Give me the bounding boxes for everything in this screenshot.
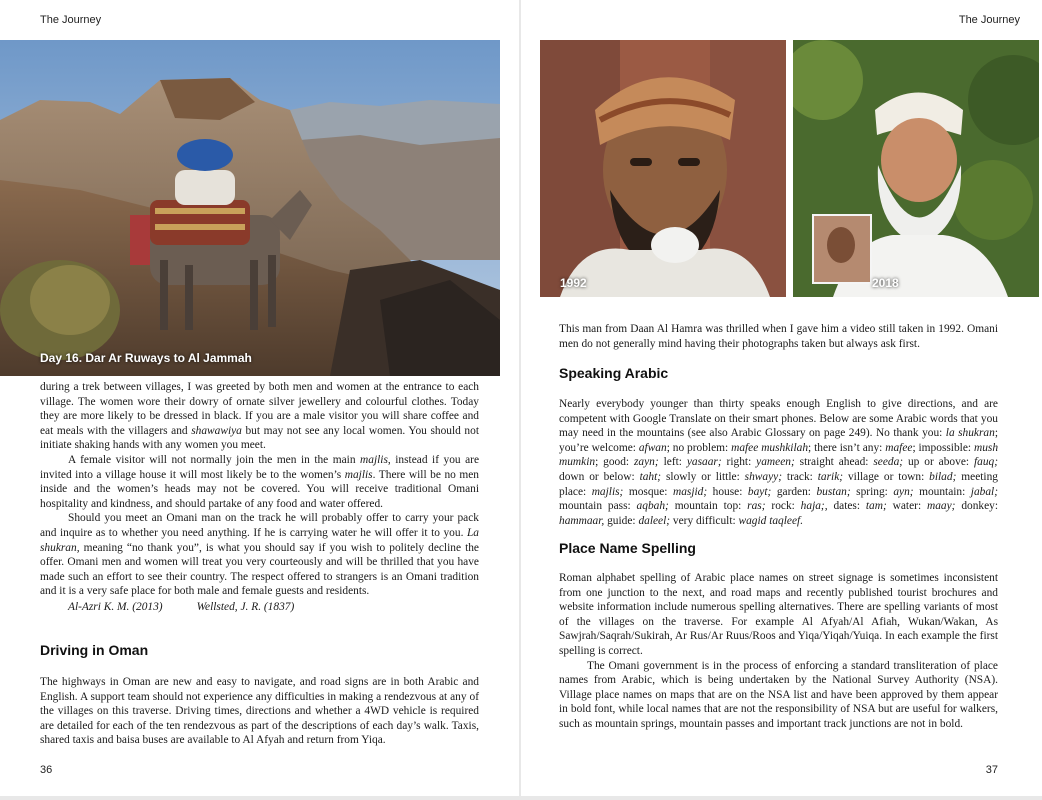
text-run: right: xyxy=(721,456,757,469)
italic-term: seeda; xyxy=(873,456,904,469)
italic-term: ras; xyxy=(747,500,766,513)
text-run: spring: xyxy=(850,485,894,498)
text-run: mosque: xyxy=(623,485,673,498)
italic-term: aqbah; xyxy=(636,500,669,513)
italic-term: majlis xyxy=(360,453,388,466)
text-run: The highways in Oman are new and easy to navigate, and road signs are in both Arabic and English. A support team should not experience any difficulties in making a rendezvous at any of the villages on this traverse. Driving times, directions and whether a 4WD vehicle is required are detailed for each of the ten rendezvous as part of the descriptions of each day’s walk. Taxis, shared taxis and baisa buses are available to Al Afyah and return from Yiqa. xyxy=(40,676,479,747)
paragraph-greeting xyxy=(40,380,479,453)
text-run: ; no problem: xyxy=(666,441,732,454)
text-run: mountain top: xyxy=(668,500,748,513)
text-run: ; there isn’t any: xyxy=(808,441,886,454)
italic-term: shawawiya xyxy=(191,424,242,437)
driving-body-text xyxy=(40,675,479,748)
italic-term: La shukran, xyxy=(40,526,479,554)
italic-term: yasaar; xyxy=(686,456,722,469)
italic-term: daleel; xyxy=(638,514,671,527)
italic-term: zayn; xyxy=(634,456,659,469)
text-run: track: xyxy=(781,470,818,483)
left-page xyxy=(0,0,519,796)
italic-term: mush mumkin xyxy=(559,441,999,469)
text-run: A female visitor will not normally join the men in the main xyxy=(68,453,361,466)
text-run: down or below: xyxy=(559,470,640,483)
text-run: ; impossible: xyxy=(912,441,974,454)
italic-term: shwayy; xyxy=(744,470,782,483)
text-run: straight ahead: xyxy=(794,456,874,469)
italic-term: taht; xyxy=(639,470,662,483)
text-run: very difficult: xyxy=(670,514,739,527)
text-run: Should you meet an Omani man on the track he will probably offer to carry your pack and inquire as to whether you need anything. If he is carrying water he will offer it to you. xyxy=(40,512,479,539)
text-run: Nearly everybody younger than thirty speaks enough English to give directions, and are competent with Google Translate on their smart phones. Below are some Arabic words that you may need in the mountains (see also Arabic Glossary on page 249). No thank you: xyxy=(559,398,998,440)
donkey-mountain-photo xyxy=(0,40,500,376)
italic-term: fauq; xyxy=(973,456,998,469)
italic-term: yameen; xyxy=(756,456,795,469)
references xyxy=(40,600,479,615)
italic-term: wagid taqleef. xyxy=(738,514,804,527)
running-head-left: The Journey xyxy=(40,14,102,26)
italic-term: mafee xyxy=(885,441,913,454)
year-label-2018: 2018 xyxy=(872,276,899,290)
text-run: mountain pass: xyxy=(559,500,637,513)
text-run: ; good: xyxy=(595,456,634,469)
text-run: rock: xyxy=(765,500,801,513)
italic-term: ayn; xyxy=(893,485,914,498)
text-run: left: xyxy=(658,456,687,469)
italic-term: bilad; xyxy=(929,470,957,483)
text-run: The Omani government is in the process of enforcing a standard transliteration of place names from Arabic, which is being undertaken by the National Survey Authority (NSA). Village place names on maps that are on the NSA list and have been approved by them appear in bold font, while local names that are not the responsibility of NSA but are useful for walkers, such as mountain springs, mountain passes and important track junctions are not in bold. xyxy=(559,659,998,730)
photo-caption-text: This man from Daan Al Hamra was thrilled when I gave him a video still taken in 1992. Omani men do not generally mind having their photographs taken but always ask first. xyxy=(559,323,998,350)
paragraph-omani-man xyxy=(40,511,479,599)
reference-wellsted: Wellsted, J. R. (1837) xyxy=(196,600,295,613)
text-run: Roman alphabet spelling of Arabic place names on street signage is sometimes inconsistent from one junction to the next, and road maps and recently published tourist brochures and website information include numerous spelling alternatives. There are spelling variants of most of the villages on the traverse. For example Al Afyah/Al Afiah, Wukan/Wakan, As Sawjrah/Saqrah/Sukirah, Ar Rus/Ar Ruus/Roos and Yiqa/Yiqah/Yuiqa. In each example the first spelling is correct. xyxy=(559,572,998,657)
text-run: mountain: xyxy=(913,485,971,498)
year-label-1992: 1992 xyxy=(560,276,587,290)
heading-driving-in-oman: Driving in Oman xyxy=(40,642,149,658)
italic-term: bayt; xyxy=(747,485,772,498)
portrait-photo-1992 xyxy=(540,40,786,297)
page-number-right: 37 xyxy=(985,764,998,776)
page-number-left: 36 xyxy=(40,764,53,776)
text-run: meeting place: xyxy=(559,470,998,498)
italic-term: afwan xyxy=(638,441,667,454)
italic-term: bustan; xyxy=(816,485,851,498)
reference-alazri: Al-Azri K. M. (2013) xyxy=(68,600,163,613)
paragraph-nsa xyxy=(559,659,998,732)
text-run: meaning “no thank you”, is what you should say if you wish to politely decline the offer. Omani men and women will treat you very courteously and will be thrilled that you have made such an effort to see their country. The respect offered to strangers is an Omani tradition and it is a very safe place for both male and female guests and residents. xyxy=(40,541,479,598)
heading-speaking-arabic: Speaking Arabic xyxy=(559,365,669,381)
text-run: . There will be no men inside and the women’s heads may not be covered. You will receive traditional Omani hospitality and kindness, and should partake of any food and water offered. xyxy=(40,468,479,510)
arabic-body-text xyxy=(559,397,998,528)
text-run: but may not see any local women. You should not initiate shaking hands with any women you meet. xyxy=(40,424,479,452)
text-run: village or town: xyxy=(843,470,930,483)
text-run: slowly or little: xyxy=(661,470,745,483)
italic-term: majlis xyxy=(344,468,373,481)
running-head-right: The Journey xyxy=(958,14,1020,26)
italic-term: masjid; xyxy=(672,485,708,498)
text-run: dates: xyxy=(827,500,866,513)
text-run: , instead if you are invited into a village house it will most likely be to the women’s xyxy=(40,453,479,481)
portrait-photo-2018 xyxy=(793,40,1039,297)
italic-term: tarik; xyxy=(817,470,844,483)
left-body-text xyxy=(40,380,479,615)
italic-term: maay; xyxy=(926,500,956,513)
italic-term: tam; xyxy=(865,500,887,513)
italic-term: haja;, xyxy=(800,500,828,513)
text-run: water: xyxy=(886,500,927,513)
text-run: up or above: xyxy=(903,456,974,469)
italic-term: mafee mushkilah xyxy=(731,441,809,454)
heading-place-name-spelling: Place Name Spelling xyxy=(559,540,696,556)
italic-term: la shukran xyxy=(945,427,995,440)
text-run: garden: xyxy=(771,485,817,498)
paragraph-driving xyxy=(40,675,479,748)
photo-caption: Day 16. Dar Ar Ruways to Al Jammah xyxy=(40,351,252,365)
paragraph-female-visitor xyxy=(40,453,479,511)
italic-term: majlis; xyxy=(591,485,624,498)
spelling-body-text xyxy=(559,571,998,732)
text-run: house: xyxy=(707,485,748,498)
italic-term: jabal; xyxy=(970,485,998,498)
text-run: ; you’re welcome: xyxy=(559,427,998,454)
text-run: donkey: xyxy=(955,500,999,513)
right-page xyxy=(521,0,1042,796)
text-run: during a trek between villages, I was greeted by both men and women at the entrance to each village. The women wore their dowry of ornate silver jewellery and colourful clothes. Today they are more likely to be dressed in black. If you are a male visitor you will share coffee and eat meals with the villagers and xyxy=(40,381,479,437)
paragraph-arabic-words xyxy=(559,397,998,528)
paragraph-spelling-variants xyxy=(559,571,998,659)
italic-term: hammaar, xyxy=(559,514,605,527)
text-run: guide: xyxy=(604,514,639,527)
